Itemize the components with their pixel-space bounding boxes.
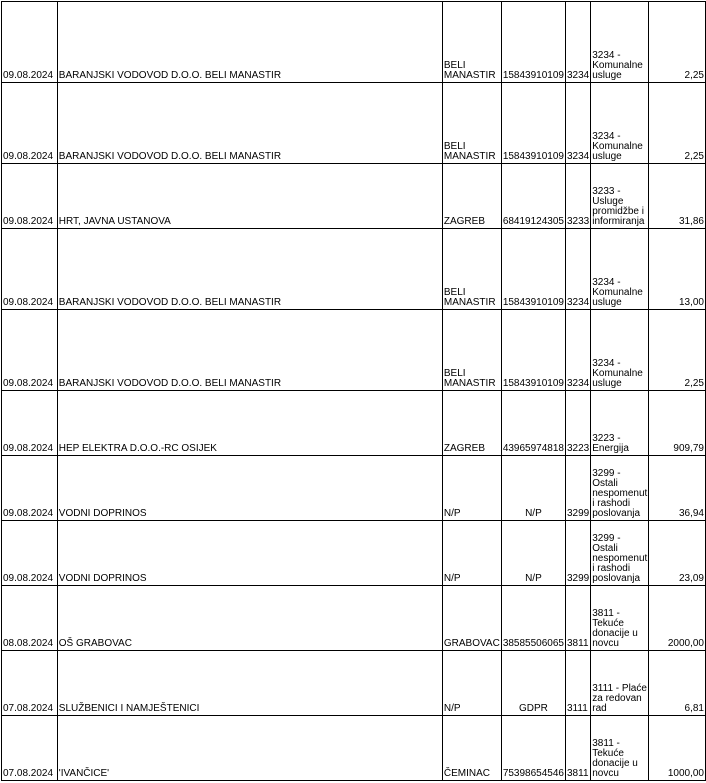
amount-cell: 36,94 bbox=[649, 456, 706, 521]
account-cell: 3299 bbox=[566, 521, 591, 586]
account-cell: 3234 bbox=[566, 229, 591, 310]
place-cell: BELI MANASTIR bbox=[442, 310, 501, 391]
payee-cell: VODNI DOPRINOS bbox=[57, 521, 442, 586]
table-row bbox=[2, 164, 706, 229]
payee-cell: BARANJSKI VODOVOD D.O.O. BELI MANASTIR bbox=[57, 83, 442, 164]
place-cell: BELI MANASTIR bbox=[442, 229, 501, 310]
description-cell: 3299 - Ostali nespomenut i rashodi poslovanja bbox=[591, 521, 649, 586]
table-row bbox=[2, 651, 706, 716]
amount-cell: 2,25 bbox=[649, 310, 706, 391]
table-row bbox=[2, 716, 706, 781]
payee-cell: HEP ELEKTRA D.O.O.-RC OSIJEK bbox=[57, 391, 442, 456]
oib-cell: N/P bbox=[501, 521, 565, 586]
account-cell: 3811 bbox=[566, 716, 591, 781]
date-cell: 09.08.2024 bbox=[2, 521, 58, 586]
description-cell: 3234 - Komunalne usluge bbox=[591, 229, 649, 310]
payee-cell: BARANJSKI VODOVOD D.O.O. BELI MANASTIR bbox=[57, 2, 442, 83]
table-row bbox=[2, 229, 706, 310]
payee-cell: BARANJSKI VODOVOD D.O.O. BELI MANASTIR bbox=[57, 310, 442, 391]
place-cell: ZAGREB bbox=[442, 164, 501, 229]
amount-cell: 2000,00 bbox=[649, 586, 706, 651]
amount-cell: 909,79 bbox=[649, 391, 706, 456]
description-cell: 3234 - Komunalne usluge bbox=[591, 83, 649, 164]
payee-cell: HRT, JAVNA USTANOVA bbox=[57, 164, 442, 229]
oib-cell: 15843910109 bbox=[501, 310, 565, 391]
oib-cell: 68419124305 bbox=[501, 164, 565, 229]
description-cell: 3811 - Tekuće donacije u novcu bbox=[591, 586, 649, 651]
date-cell: 09.08.2024 bbox=[2, 83, 58, 164]
amount-cell: 23,09 bbox=[649, 521, 706, 586]
description-cell: 3234 - Komunalne usluge bbox=[591, 2, 649, 83]
payee-cell: SLUŽBENICI I NAMJEŠTENICI bbox=[57, 651, 442, 716]
place-cell: ČEMINAC bbox=[442, 716, 501, 781]
account-cell: 3234 bbox=[566, 83, 591, 164]
description-cell: 3811 - Tekuće donacije u novcu bbox=[591, 716, 649, 781]
table-row bbox=[2, 586, 706, 651]
date-cell: 07.08.2024 bbox=[2, 716, 58, 781]
place-cell: BELI MANASTIR bbox=[442, 83, 501, 164]
place-cell: ZAGREB bbox=[442, 391, 501, 456]
date-cell: 09.08.2024 bbox=[2, 164, 58, 229]
account-cell: 3223 bbox=[566, 391, 591, 456]
account-cell: 3234 bbox=[566, 310, 591, 391]
payee-cell: OŠ GRABOVAC bbox=[57, 586, 442, 651]
place-cell: N/P bbox=[442, 651, 501, 716]
amount-cell: 31,86 bbox=[649, 164, 706, 229]
table-row bbox=[2, 521, 706, 586]
account-cell: 3811 bbox=[566, 586, 591, 651]
oib-cell: 43965974818 bbox=[501, 391, 565, 456]
description-cell: 3111 - Plaće za redovan rad bbox=[591, 651, 649, 716]
payee-cell: BARANJSKI VODOVOD D.O.O. BELI MANASTIR bbox=[57, 229, 442, 310]
amount-cell: 6,81 bbox=[649, 651, 706, 716]
oib-cell: 75398654546 bbox=[501, 716, 565, 781]
place-cell: GRABOVAC bbox=[442, 586, 501, 651]
place-cell: N/P bbox=[442, 521, 501, 586]
oib-cell: N/P bbox=[501, 456, 565, 521]
amount-cell: 2,25 bbox=[649, 83, 706, 164]
amount-cell: 13,00 bbox=[649, 229, 706, 310]
table-row bbox=[2, 83, 706, 164]
oib-cell: GDPR bbox=[501, 651, 565, 716]
date-cell: 09.08.2024 bbox=[2, 2, 58, 83]
oib-cell: 15843910109 bbox=[501, 83, 565, 164]
place-cell: N/P bbox=[442, 456, 501, 521]
account-cell: 3234 bbox=[566, 2, 591, 83]
amount-cell: 2,25 bbox=[649, 2, 706, 83]
account-cell: 3299 bbox=[566, 456, 591, 521]
payee-cell: VODNI DOPRINOS bbox=[57, 456, 442, 521]
place-cell: BELI MANASTIR bbox=[442, 2, 501, 83]
date-cell: 09.08.2024 bbox=[2, 229, 58, 310]
account-cell: 3233 bbox=[566, 164, 591, 229]
table-row bbox=[2, 456, 706, 521]
payments-table bbox=[1, 1, 706, 781]
date-cell: 09.08.2024 bbox=[2, 391, 58, 456]
table-row bbox=[2, 391, 706, 456]
date-cell: 09.08.2024 bbox=[2, 310, 58, 391]
payee-cell: 'IVANČICE' bbox=[57, 716, 442, 781]
description-cell: 3233 - Usluge promidžbe i informiranja bbox=[591, 164, 649, 229]
date-cell: 09.08.2024 bbox=[2, 456, 58, 521]
table-row bbox=[2, 2, 706, 83]
oib-cell: 38585506065 bbox=[501, 586, 565, 651]
description-cell: 3299 - Ostali nespomenut i rashodi poslovanja bbox=[591, 456, 649, 521]
amount-cell: 1000,00 bbox=[649, 716, 706, 781]
description-cell: 3234 - Komunalne usluge bbox=[591, 310, 649, 391]
description-cell: 3223 - Energija bbox=[591, 391, 649, 456]
oib-cell: 15843910109 bbox=[501, 2, 565, 83]
date-cell: 08.08.2024 bbox=[2, 586, 58, 651]
account-cell: 3111 bbox=[566, 651, 591, 716]
oib-cell: 15843910109 bbox=[501, 229, 565, 310]
date-cell: 07.08.2024 bbox=[2, 651, 58, 716]
table-row bbox=[2, 310, 706, 391]
